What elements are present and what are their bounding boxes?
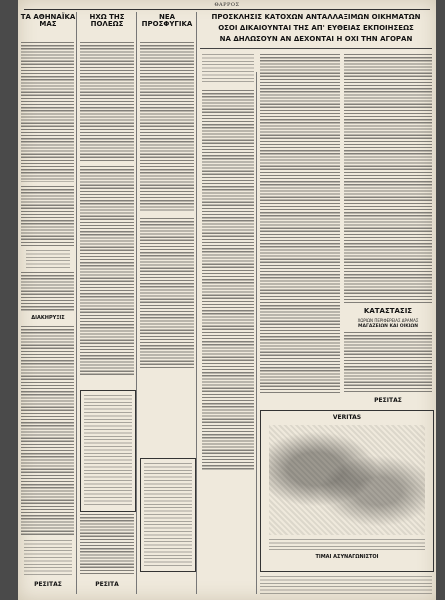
column-2-body <box>80 166 134 376</box>
ad-footer-text <box>260 576 432 594</box>
column-3-body <box>140 42 194 212</box>
column-divider <box>136 12 137 594</box>
headline-rule <box>200 48 432 49</box>
column-1-signature <box>24 540 72 576</box>
column-4-intro <box>202 54 254 84</box>
masthead-title: ΘΑΡΡΟΣ <box>214 2 240 8</box>
main-headline-line-1: ΠΡΟΣΚΛΗΣΙΣ ΚΑΤΟΧΩΝ ΑΝΤΑΛΛΑΞΙΜΩΝ ΟΙΚΗΜΑΤΩΝ <box>211 13 421 21</box>
katastasis-title: ΚΑΤΑΣΤΑΣΙΣ <box>363 307 413 315</box>
column-1-title: ΤΑ ΑΘΗΝΑΪΚΑ ΜΑΣ <box>20 13 76 28</box>
resitas-right: ΡΕΣΙΤΑΣ <box>374 397 402 404</box>
main-headline-line-2: ΟΣΟΙ ΔΙΚΑΙΟΥΝΤΑΙ ΤΗΣ ΑΠ' ΕΥΘΕΙΑΣ ΕΚΠΟΙΗΣΕΩΣ <box>218 24 414 32</box>
column-6-listing <box>344 54 432 304</box>
sewing-machine-illustration <box>269 425 425 535</box>
resitas-footer: ΡΕΣΙΤΑΣ <box>34 581 62 588</box>
column-divider <box>196 12 197 594</box>
veritas-ad <box>260 410 434 572</box>
ad-tagline: ΤΙΜΑΙ ΑΣΥΝΑΓΩΝΙΣΤΟΙ <box>315 554 379 560</box>
column-2-body <box>80 514 134 574</box>
column-2-body <box>80 42 134 162</box>
column-1-body <box>21 42 74 182</box>
column-1-notice <box>26 250 70 270</box>
katastasis-subtitle: ΧΩΡΙΩΝ ΠΕΡΙΦΕΡΕΙΑΣ ΔΡΑΜΑΣ <box>357 318 419 323</box>
column-4-listing <box>202 90 254 470</box>
veritas-brand: VERITAS <box>332 414 362 421</box>
column-3-title: ΝΕΑ ΠΡΟΣΦΥΓΙΚΑ <box>141 13 193 28</box>
boxed-ad <box>140 458 196 572</box>
katastasis-listing <box>344 332 432 392</box>
column-divider <box>76 12 77 594</box>
boxed-notice <box>80 390 136 512</box>
column-3-body <box>140 218 194 368</box>
column-2-title: ΗΧΩ ΤΗΣ ΠΟΛΕΩΣ <box>89 13 125 28</box>
resita-footer: ΡΕΣΙΤΑ <box>95 581 119 588</box>
newspaper-page <box>18 0 436 600</box>
main-headline-line-3: ΝΑ ΔΗΛΩΣΟΥΝ ΑΝ ΔΕΧΟΝΤΑΙ Η ΟΧΙ ΤΗΝ ΑΓΟΡΑΝ <box>219 35 413 43</box>
diakiryxis-heading: ΔΙΑΚΗΡΥΞΙΣ <box>31 315 65 321</box>
top-rule <box>24 9 430 10</box>
column-1-body <box>21 272 74 312</box>
column-1-body <box>21 326 74 536</box>
column-5-listing <box>260 54 340 394</box>
katastasis-subtitle: ΜΑΓΑΖΕΙΩΝ ΚΑΙ ΟΙΚΙΩΝ <box>358 324 418 329</box>
column-divider <box>256 72 257 594</box>
column-1-body <box>21 186 74 246</box>
